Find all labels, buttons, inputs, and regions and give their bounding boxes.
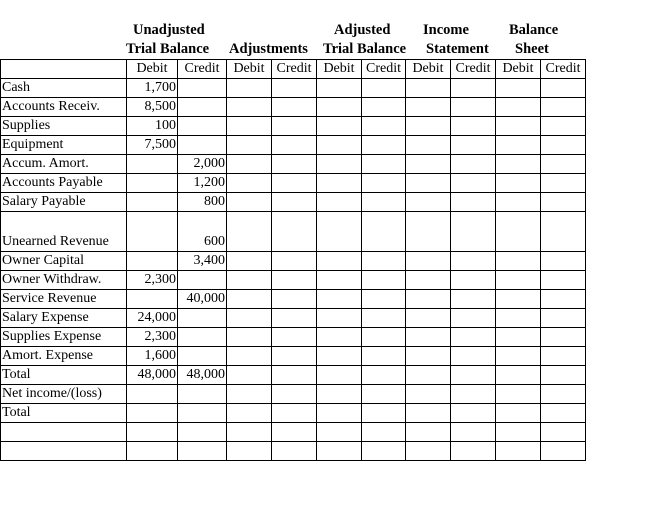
empty-cell xyxy=(317,252,362,271)
empty-cell xyxy=(227,79,272,98)
empty-cell xyxy=(541,271,586,290)
empty-cell xyxy=(541,290,586,309)
empty-cell xyxy=(496,193,541,212)
empty-cell xyxy=(317,442,362,461)
empty-cell xyxy=(496,442,541,461)
balance-header-line1: Balance xyxy=(509,22,559,38)
empty-cell xyxy=(541,423,586,442)
unadjusted-debit-cell: 24,000 xyxy=(127,309,178,328)
empty-cell xyxy=(541,79,586,98)
balance-credit-header: Credit xyxy=(541,60,586,79)
empty-cell xyxy=(406,328,451,347)
empty-cell xyxy=(451,309,496,328)
empty-cell xyxy=(227,309,272,328)
empty-cell xyxy=(362,117,406,136)
empty-cell xyxy=(406,347,451,366)
empty-cell xyxy=(227,155,272,174)
empty-cell xyxy=(272,309,317,328)
adjusted-header-line2: Trial Balance xyxy=(323,41,407,57)
unadjusted-credit-cell xyxy=(178,136,227,155)
unadjusted-debit-cell xyxy=(127,442,178,461)
empty-cell xyxy=(227,98,272,117)
account-name-cell: Supplies Expense xyxy=(1,328,127,347)
empty-cell xyxy=(496,271,541,290)
unadjusted-debit-cell xyxy=(127,174,178,193)
empty-cell xyxy=(362,442,406,461)
adjustments-debit-header: Debit xyxy=(227,60,272,79)
empty-cell xyxy=(317,385,362,404)
empty-cell xyxy=(272,252,317,271)
empty-cell xyxy=(317,423,362,442)
income-header-line1: Income xyxy=(423,22,469,38)
table-row xyxy=(1,79,586,98)
account-name-cell: Net income/(loss) xyxy=(1,385,127,404)
unadjusted-debit-cell xyxy=(127,212,178,252)
empty-cell xyxy=(227,174,272,193)
empty-cell xyxy=(406,404,451,423)
empty-cell xyxy=(317,271,362,290)
empty-cell xyxy=(451,252,496,271)
empty-cell xyxy=(406,155,451,174)
empty-cell xyxy=(317,193,362,212)
empty-cell xyxy=(317,117,362,136)
adjusted-credit-header: Credit xyxy=(362,60,406,79)
unadjusted-credit-cell xyxy=(178,271,227,290)
empty-cell xyxy=(362,385,406,404)
empty-cell xyxy=(406,271,451,290)
empty-cell xyxy=(496,136,541,155)
empty-cell xyxy=(541,155,586,174)
income-debit-header: Debit xyxy=(406,60,451,79)
account-name-cell xyxy=(1,423,127,442)
account-name-cell: Unearned Revenue xyxy=(1,212,127,252)
empty-cell xyxy=(496,309,541,328)
table-row xyxy=(1,98,586,117)
unadjusted-debit-cell: 1,700 xyxy=(127,79,178,98)
empty-cell xyxy=(362,252,406,271)
account-column-header xyxy=(1,60,127,79)
empty-cell xyxy=(317,347,362,366)
empty-cell xyxy=(451,347,496,366)
empty-cell xyxy=(496,79,541,98)
empty-cell xyxy=(541,98,586,117)
empty-cell xyxy=(227,328,272,347)
account-name-cell: Total xyxy=(1,404,127,423)
empty-cell xyxy=(272,423,317,442)
unadjusted-credit-cell: 40,000 xyxy=(178,290,227,309)
empty-cell xyxy=(406,309,451,328)
empty-cell xyxy=(227,212,272,252)
unadjusted-debit-cell: 2,300 xyxy=(127,271,178,290)
unadjusted-debit-cell: 100 xyxy=(127,117,178,136)
empty-cell xyxy=(317,98,362,117)
empty-cell xyxy=(362,193,406,212)
unadjusted-credit-cell: 800 xyxy=(178,193,227,212)
empty-cell xyxy=(541,174,586,193)
adjustments-credit-header: Credit xyxy=(272,60,317,79)
unadjusted-debit-cell: 2,300 xyxy=(127,328,178,347)
empty-cell xyxy=(227,117,272,136)
adjusted-debit-header: Debit xyxy=(317,60,362,79)
empty-cell xyxy=(406,423,451,442)
unadjusted-debit-cell: 8,500 xyxy=(127,98,178,117)
unadjusted-debit-cell xyxy=(127,290,178,309)
worksheet-table xyxy=(0,59,586,461)
empty-cell xyxy=(451,155,496,174)
empty-cell xyxy=(406,174,451,193)
empty-cell xyxy=(362,271,406,290)
empty-cell xyxy=(362,212,406,252)
unadjusted-debit-cell xyxy=(127,252,178,271)
table-row xyxy=(1,212,586,252)
empty-cell xyxy=(541,328,586,347)
empty-cell xyxy=(451,385,496,404)
account-name-cell: Owner Withdraw. xyxy=(1,271,127,290)
empty-cell xyxy=(406,98,451,117)
empty-cell xyxy=(317,404,362,423)
empty-cell xyxy=(272,136,317,155)
unadjusted-credit-cell: 600 xyxy=(178,212,227,252)
empty-cell xyxy=(227,366,272,385)
empty-cell xyxy=(451,442,496,461)
empty-cell xyxy=(541,136,586,155)
table-row xyxy=(1,155,586,174)
empty-cell xyxy=(541,309,586,328)
empty-cell xyxy=(451,271,496,290)
empty-cell xyxy=(406,385,451,404)
empty-cell xyxy=(317,309,362,328)
unadjusted-credit-cell xyxy=(178,347,227,366)
unadjusted-debit-cell: 48,000 xyxy=(127,366,178,385)
empty-cell xyxy=(451,328,496,347)
empty-cell xyxy=(317,174,362,193)
empty-cell xyxy=(451,212,496,252)
table-row xyxy=(1,252,586,271)
unadjusted-debit-cell: 1,600 xyxy=(127,347,178,366)
empty-cell xyxy=(317,328,362,347)
empty-cell xyxy=(272,328,317,347)
table-row xyxy=(1,174,586,193)
empty-cell xyxy=(451,404,496,423)
empty-cell xyxy=(227,136,272,155)
empty-cell xyxy=(406,136,451,155)
unadjusted-credit-cell xyxy=(178,423,227,442)
empty-cell xyxy=(496,385,541,404)
empty-cell xyxy=(406,117,451,136)
empty-cell xyxy=(451,366,496,385)
empty-cell xyxy=(272,98,317,117)
table-row xyxy=(1,385,586,404)
table-row xyxy=(1,309,586,328)
empty-cell xyxy=(272,212,317,252)
unadjusted-header-line2: Trial Balance xyxy=(126,41,210,57)
empty-cell xyxy=(272,271,317,290)
unadjusted-credit-cell xyxy=(178,98,227,117)
account-name-cell: Equipment xyxy=(1,136,127,155)
empty-cell xyxy=(496,174,541,193)
table-row xyxy=(1,442,586,461)
empty-cell xyxy=(496,423,541,442)
empty-cell xyxy=(317,290,362,309)
worksheet-body xyxy=(1,79,586,461)
empty-cell xyxy=(317,212,362,252)
empty-cell xyxy=(272,347,317,366)
empty-cell xyxy=(272,155,317,174)
empty-cell xyxy=(406,212,451,252)
empty-cell xyxy=(451,423,496,442)
empty-cell xyxy=(406,193,451,212)
account-name-cell xyxy=(1,442,127,461)
empty-cell xyxy=(272,404,317,423)
empty-cell xyxy=(272,366,317,385)
unadjusted-credit-cell: 48,000 xyxy=(178,366,227,385)
unadjusted-header-line1: Unadjusted xyxy=(133,22,205,38)
unadjusted-credit-cell xyxy=(178,404,227,423)
unadjusted-credit-cell: 1,200 xyxy=(178,174,227,193)
unadjusted-debit-cell: 7,500 xyxy=(127,136,178,155)
unadjusted-debit-cell xyxy=(127,385,178,404)
empty-cell xyxy=(541,404,586,423)
empty-cell xyxy=(227,423,272,442)
account-name-cell: Cash xyxy=(1,79,127,98)
empty-cell xyxy=(272,79,317,98)
account-name-cell: Salary Payable xyxy=(1,193,127,212)
empty-cell xyxy=(541,385,586,404)
account-name-cell: Salary Expense xyxy=(1,309,127,328)
empty-cell xyxy=(496,290,541,309)
empty-cell xyxy=(227,290,272,309)
income-header-line2: Statement xyxy=(426,41,489,57)
empty-cell xyxy=(362,309,406,328)
empty-cell xyxy=(406,79,451,98)
unadjusted-debit-cell xyxy=(127,423,178,442)
empty-cell xyxy=(496,252,541,271)
empty-cell xyxy=(496,404,541,423)
unadjusted-credit-cell xyxy=(178,328,227,347)
empty-cell xyxy=(451,136,496,155)
empty-cell xyxy=(451,174,496,193)
unadjusted-credit-cell xyxy=(178,79,227,98)
table-row xyxy=(1,117,586,136)
empty-cell xyxy=(451,290,496,309)
unadjusted-credit-cell xyxy=(178,385,227,404)
table-row xyxy=(1,290,586,309)
empty-cell xyxy=(362,328,406,347)
empty-cell xyxy=(541,347,586,366)
subheader-row xyxy=(1,60,586,79)
account-name-cell: Accounts Receiv. xyxy=(1,98,127,117)
empty-cell xyxy=(362,423,406,442)
unadjusted-credit-cell xyxy=(178,117,227,136)
account-name-cell: Accum. Amort. xyxy=(1,155,127,174)
empty-cell xyxy=(541,252,586,271)
account-name-cell: Accounts Payable xyxy=(1,174,127,193)
table-row xyxy=(1,271,586,290)
balance-header-line2: Sheet xyxy=(515,41,549,57)
empty-cell xyxy=(496,328,541,347)
table-row xyxy=(1,404,586,423)
empty-cell xyxy=(406,290,451,309)
empty-cell xyxy=(541,212,586,252)
empty-cell xyxy=(496,98,541,117)
empty-cell xyxy=(227,193,272,212)
table-row xyxy=(1,136,586,155)
empty-cell xyxy=(272,117,317,136)
empty-cell xyxy=(272,290,317,309)
empty-cell xyxy=(272,193,317,212)
account-name-cell: Total xyxy=(1,366,127,385)
empty-cell xyxy=(227,252,272,271)
unadjusted-credit-header: Credit xyxy=(178,60,227,79)
empty-cell xyxy=(272,174,317,193)
table-row xyxy=(1,193,586,212)
unadjusted-credit-cell: 2,000 xyxy=(178,155,227,174)
empty-cell xyxy=(317,366,362,385)
empty-cell xyxy=(496,366,541,385)
adjusted-header-line1: Adjusted xyxy=(334,22,391,38)
empty-cell xyxy=(362,98,406,117)
empty-cell xyxy=(317,155,362,174)
balance-debit-header: Debit xyxy=(496,60,541,79)
empty-cell xyxy=(272,385,317,404)
empty-cell xyxy=(362,155,406,174)
table-row xyxy=(1,423,586,442)
unadjusted-credit-cell xyxy=(178,442,227,461)
adjustments-header: Adjustments xyxy=(229,41,308,57)
empty-cell xyxy=(496,117,541,136)
table-row xyxy=(1,347,586,366)
empty-cell xyxy=(362,290,406,309)
empty-cell xyxy=(227,347,272,366)
unadjusted-debit-cell xyxy=(127,155,178,174)
account-name-cell: Owner Capital xyxy=(1,252,127,271)
empty-cell xyxy=(227,385,272,404)
unadjusted-credit-cell xyxy=(178,309,227,328)
empty-cell xyxy=(317,79,362,98)
empty-cell xyxy=(227,271,272,290)
empty-cell xyxy=(496,155,541,174)
empty-cell xyxy=(451,117,496,136)
unadjusted-debit-cell xyxy=(127,193,178,212)
account-name-cell: Service Revenue xyxy=(1,290,127,309)
empty-cell xyxy=(406,252,451,271)
empty-cell xyxy=(541,442,586,461)
account-name-cell: Supplies xyxy=(1,117,127,136)
empty-cell xyxy=(451,79,496,98)
empty-cell xyxy=(541,193,586,212)
empty-cell xyxy=(317,136,362,155)
unadjusted-credit-cell: 3,400 xyxy=(178,252,227,271)
empty-cell xyxy=(362,136,406,155)
empty-cell xyxy=(362,174,406,193)
empty-cell xyxy=(451,193,496,212)
empty-cell xyxy=(362,404,406,423)
empty-cell xyxy=(451,98,496,117)
empty-cell xyxy=(362,79,406,98)
empty-cell xyxy=(272,442,317,461)
empty-cell xyxy=(227,442,272,461)
table-row xyxy=(1,366,586,385)
unadjusted-debit-cell xyxy=(127,404,178,423)
empty-cell xyxy=(496,212,541,252)
account-name-cell: Amort. Expense xyxy=(1,347,127,366)
empty-cell xyxy=(362,366,406,385)
empty-cell xyxy=(362,347,406,366)
empty-cell xyxy=(496,347,541,366)
unadjusted-debit-header: Debit xyxy=(127,60,178,79)
empty-cell xyxy=(541,117,586,136)
income-credit-header: Credit xyxy=(451,60,496,79)
empty-cell xyxy=(541,366,586,385)
table-row xyxy=(1,328,586,347)
empty-cell xyxy=(406,442,451,461)
empty-cell xyxy=(406,366,451,385)
empty-cell xyxy=(227,404,272,423)
